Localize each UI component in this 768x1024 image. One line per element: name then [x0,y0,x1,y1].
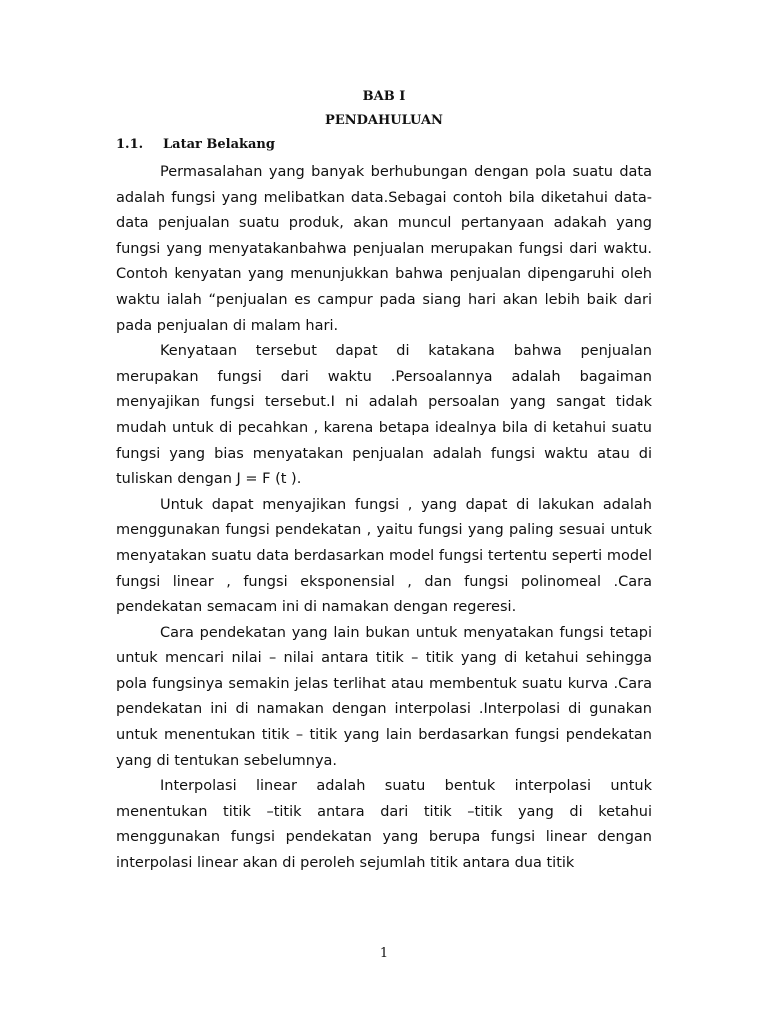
section-title: Latar Belakang [163,137,275,152]
chapter-title: PENDAHULUAN [325,113,443,128]
section-heading [116,137,275,152]
section-number: 1.1. [116,137,144,152]
body-text [116,160,652,877]
paragraph: Permasalahan yang banyak berhubungan dengan pola suatu data adalah fungsi yang melibatkan data.Sebagai contoh bila diketahui data-data penjualan suatu produk, akan muncul pertanyaan adakah yang fungsi yang menyatakanbahwa penjualan merupakan fungsi dari waktu. Contoh kenyatan yang menunjukkan bahwa penjualan dipengaruhi oleh waktu ialah “penjualan es campur pada siang hari akan lebih baik dari pada penjualan di malam hari. [116,164,652,334]
paragraph: Kenyataan tersebut dapat di katakana bahwa penjualan merupakan fungsi dari waktu .Persoalannya adalah bagaiman menyajikan fungsi tersebut.I ni adalah persoalan yang sangat tidak mudah untuk di pecahkan , karena betapa idealnya bila di ketahui suatu fungsi yang bias menyatakan penjualan adalah fungsi waktu atau di tuliskan dengan J = F (t ). [116,343,652,488]
chapter-number: BAB I [362,89,406,104]
paragraph: Cara pendekatan yang lain bukan untuk menyatakan fungsi tetapi untuk mencari nilai – nilai antara titik – titik yang di ketahui sehingga pola fungsinya semakin jelas terlihat atau membentuk suatu kurva .Cara pendekatan ini di namakan dengan interpolasi .Interpolasi di gunakan untuk menentukan titik – titik yang lain berdasarkan fungsi pendekatan yang di tentukan sebelumnya. [116,624,652,769]
paragraph: Interpolasi linear adalah suatu bentuk interpolasi untuk menentukan titik –titik antara dari titik –titik yang di ketahui menggunakan fungsi pendekatan yang berupa fungsi linear dengan interpolasi linear akan di peroleh sejumlah titik antara dua titik [116,778,652,872]
paragraph: Untuk dapat menyajikan fungsi , yang dapat di lakukan adalah menggunakan fungsi pendekatan , yaitu fungsi yang paling sesuai untuk menyatakan suatu data berdasarkan model fungsi tertentu seperti model fungsi linear , fungsi eksponensial , dan fungsi polinomeal .Cara pendekatan semacam ini di namakan dengan regeresi. [116,496,652,616]
page-number: 1 [379,946,389,961]
